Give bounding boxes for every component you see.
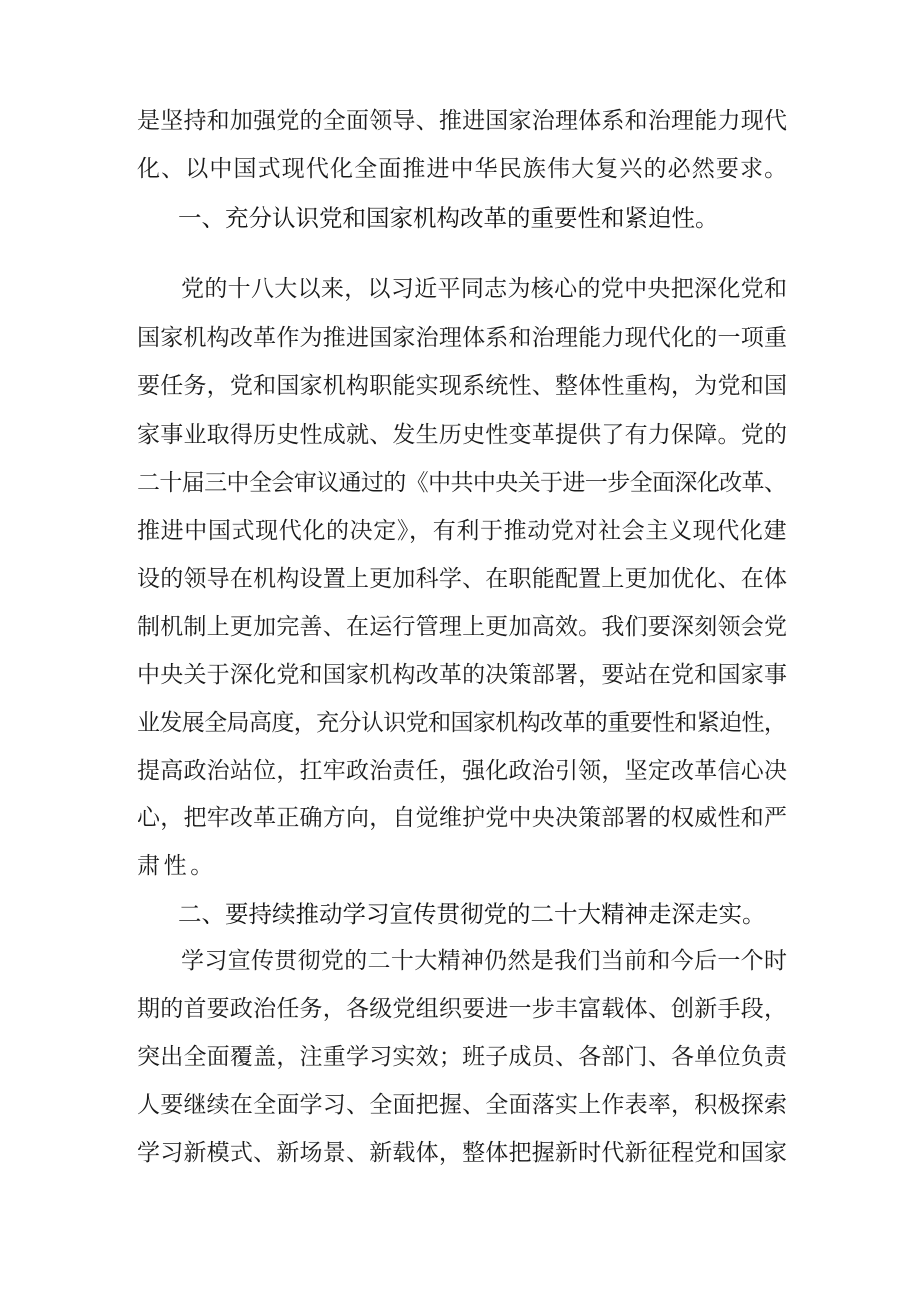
paragraph-line: 要任务，党和国家机构职能实现系统性、整体性重构，为党和国 (137, 373, 788, 399)
paragraph-line: 家事业取得历史性成就、发生历史性变革提供了有力保障。党的 (137, 422, 788, 448)
paragraph-line: 推进中国式现代化的决定》，有利于推动党对社会主义现代化建 (137, 518, 788, 544)
paragraph-line: 中央关于深化党和国家机构改革的决策部署，要站在党和国家事 (137, 662, 788, 688)
paragraph-line: 人要继续在全面学习、全面把握、全面落实上作表率，积极探索 (137, 1092, 788, 1118)
section-heading-2: 二、要持续推动学习宣传贯彻党的二十大精神走深走实。 (178, 900, 766, 928)
paragraph-line: 国家机构改革作为推进国家治理体系和治理能力现代化的一项重 (137, 325, 788, 351)
paragraph-line: 突出全面覆盖，注重学习实效；班子成员、各部门、各单位负责 (137, 1044, 788, 1070)
paragraph-line: 制机制上更加完善、在运行管理上更加高效。我们要深刻领会党 (137, 614, 788, 640)
paragraph-line: 党的十八大以来，以习近平同志为核心的党中央把深化党和 (181, 276, 788, 302)
paragraph-line: 设的领导在机构设置上更加科学、在职能配置上更加优化、在体 (137, 566, 788, 592)
paragraph-line: 心，把牢改革正确方向，自觉维护党中央决策部署的权威性和严 (137, 805, 788, 831)
paragraph-line: 业发展全局高度，充分认识党和国家机构改革的重要性和紧迫性， (137, 710, 787, 736)
paragraph-line: 肃性。 (137, 853, 217, 879)
paragraph-line: 化、以中国式现代化全面推进中华民族伟大复兴的必然要求。 (137, 156, 789, 182)
paragraph-line: 提高政治站位，扛牢政治责任，强化政治引领，坚定改革信心决 (137, 758, 788, 784)
paragraph-line: 期的首要政治任务，各级党组织要进一步丰富载体、创新手段， (137, 996, 788, 1022)
paragraph-line: 二十届三中全会审议通过的《中共中央关于进一步全面深化改革、 (137, 470, 787, 496)
paragraph-line: 学习宣传贯彻党的二十大精神仍然是我们当前和今后一个时 (181, 948, 788, 974)
section-heading-1: 一、充分认识党和国家机构改革的重要性和紧迫性。 (178, 204, 719, 232)
paragraph-line: 是坚持和加强党的全面领导、推进国家治理体系和治理能力现代 (137, 108, 788, 134)
paragraph-line: 学习新模式、新场景、新载体，整体把握新时代新征程党和国家 (137, 1140, 788, 1166)
